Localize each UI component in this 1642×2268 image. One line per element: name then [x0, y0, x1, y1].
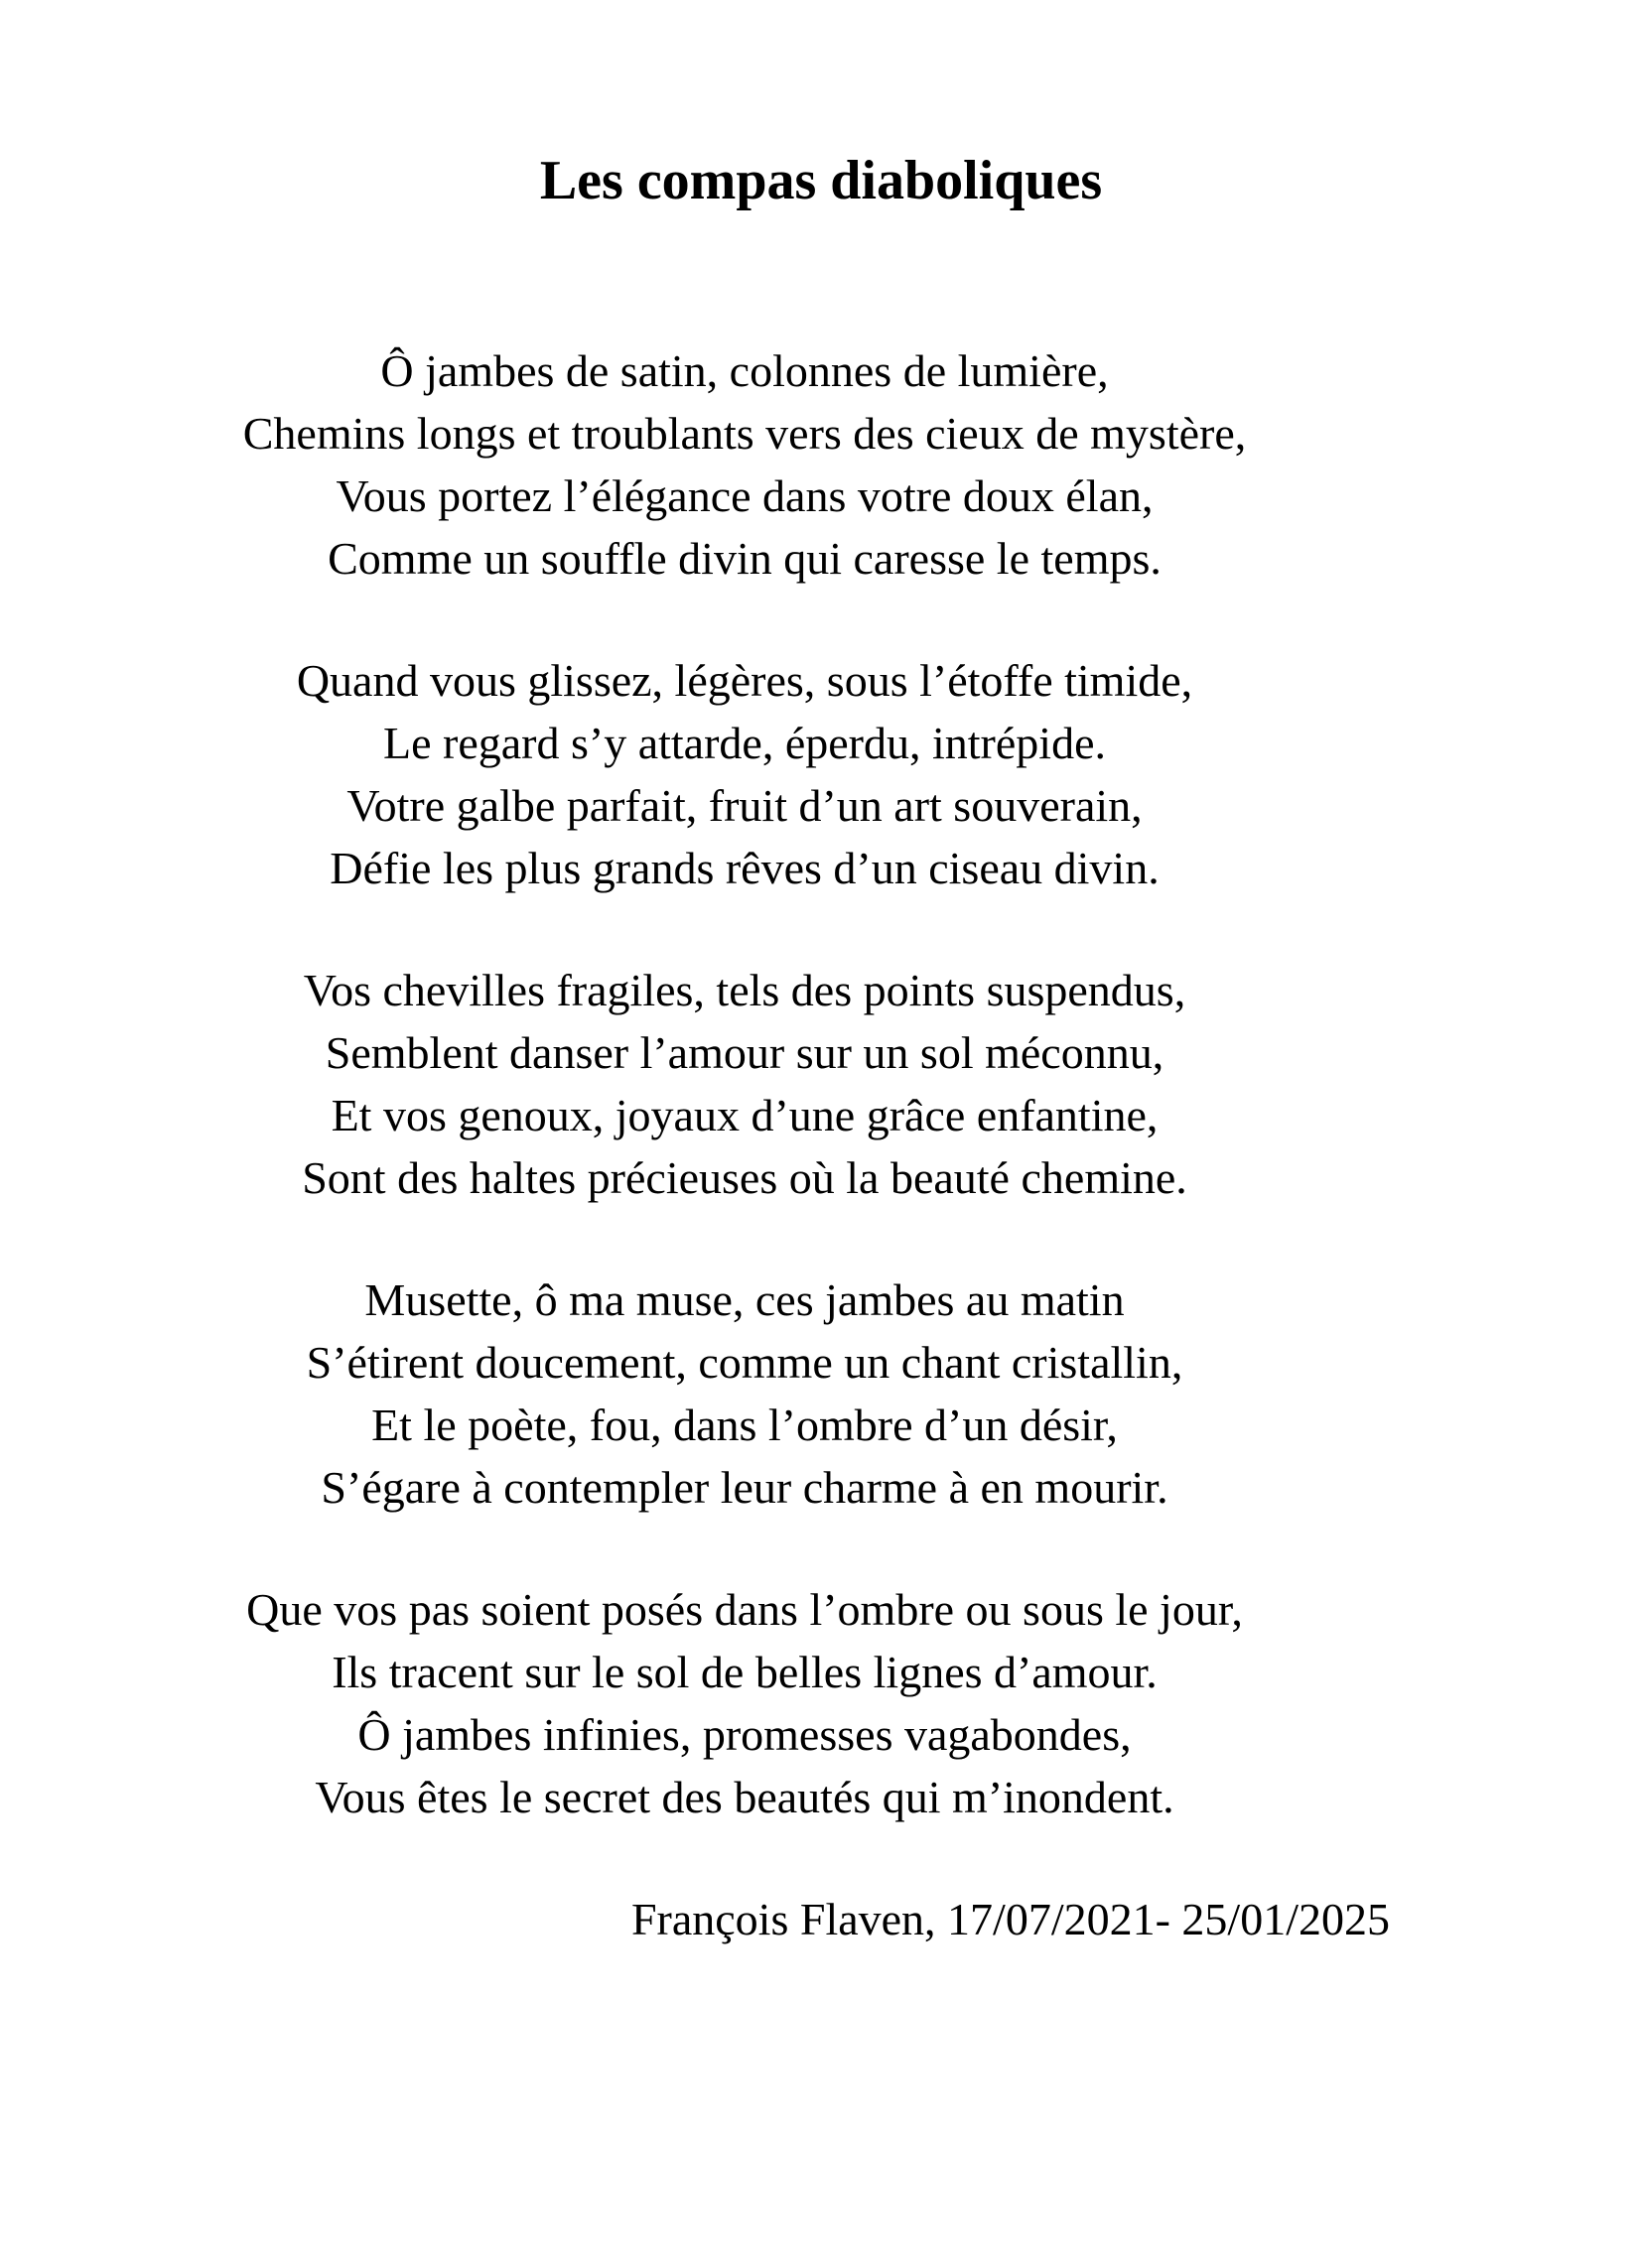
verse-line: Et le poète, fou, dans l’ombre d’un désir, — [371, 1400, 1118, 1450]
verse-line: Semblent danser l’amour sur un sol méconnu, — [325, 1027, 1164, 1078]
poem-title: Les compas diaboliques — [539, 150, 1103, 211]
verse-line: Quand vous glissez, légères, sous l’étoffe timide, — [296, 655, 1193, 706]
verse-line: Comme un souffle divin qui caresse le temps. — [328, 533, 1162, 584]
verse-line: S’étirent doucement, comme un chant cristallin, — [306, 1337, 1183, 1388]
verse-line: Ô jambes de satin, colonnes de lumière, — [380, 345, 1109, 396]
verse-line: Défie les plus grands rêves d’un ciseau divin. — [330, 843, 1160, 893]
verse-line: Musette, ô ma muse, ces jambes au matin — [364, 1274, 1125, 1325]
stanza-1 — [99, 339, 1390, 590]
author-signature: François Flaven, 17/07/2021- 25/01/2025 — [630, 1894, 1390, 1944]
stanza-5 — [99, 1578, 1390, 1828]
verse-line: Que vos pas soient posés dans l’ombre ou sous le jour, — [246, 1584, 1243, 1635]
verse-line: Vous portez l’élégance dans votre doux élan, — [336, 470, 1154, 521]
stanza-4 — [99, 1268, 1390, 1519]
verse-line: Ils tracent sur le sol de belles lignes d’amour. — [332, 1647, 1158, 1697]
stanza-2 — [99, 649, 1390, 899]
verse-line: Ô jambes infinies, promesses vagabondes, — [357, 1709, 1132, 1760]
verse-line: Vous êtes le secret des beautés qui m’inondent. — [315, 1772, 1174, 1822]
verse-line: Sont des haltes précieuses où la beauté chemine. — [302, 1152, 1187, 1203]
verse-line: S’égare à contempler leur charme à en mourir. — [321, 1462, 1168, 1513]
verse-line: Chemins longs et troublants vers des cieux de mystère, — [242, 408, 1247, 459]
verse-line: Et vos genoux, joyaux d’une grâce enfantine, — [331, 1090, 1159, 1140]
stanza-3 — [99, 959, 1390, 1209]
verse-line: Votre galbe parfait, fruit d’un art souverain, — [346, 780, 1143, 831]
verse-line: Vos chevilles fragiles, tels des points suspendus, — [303, 965, 1186, 1015]
verse-line: Le regard s’y attarde, éperdu, intrépide. — [383, 718, 1106, 768]
